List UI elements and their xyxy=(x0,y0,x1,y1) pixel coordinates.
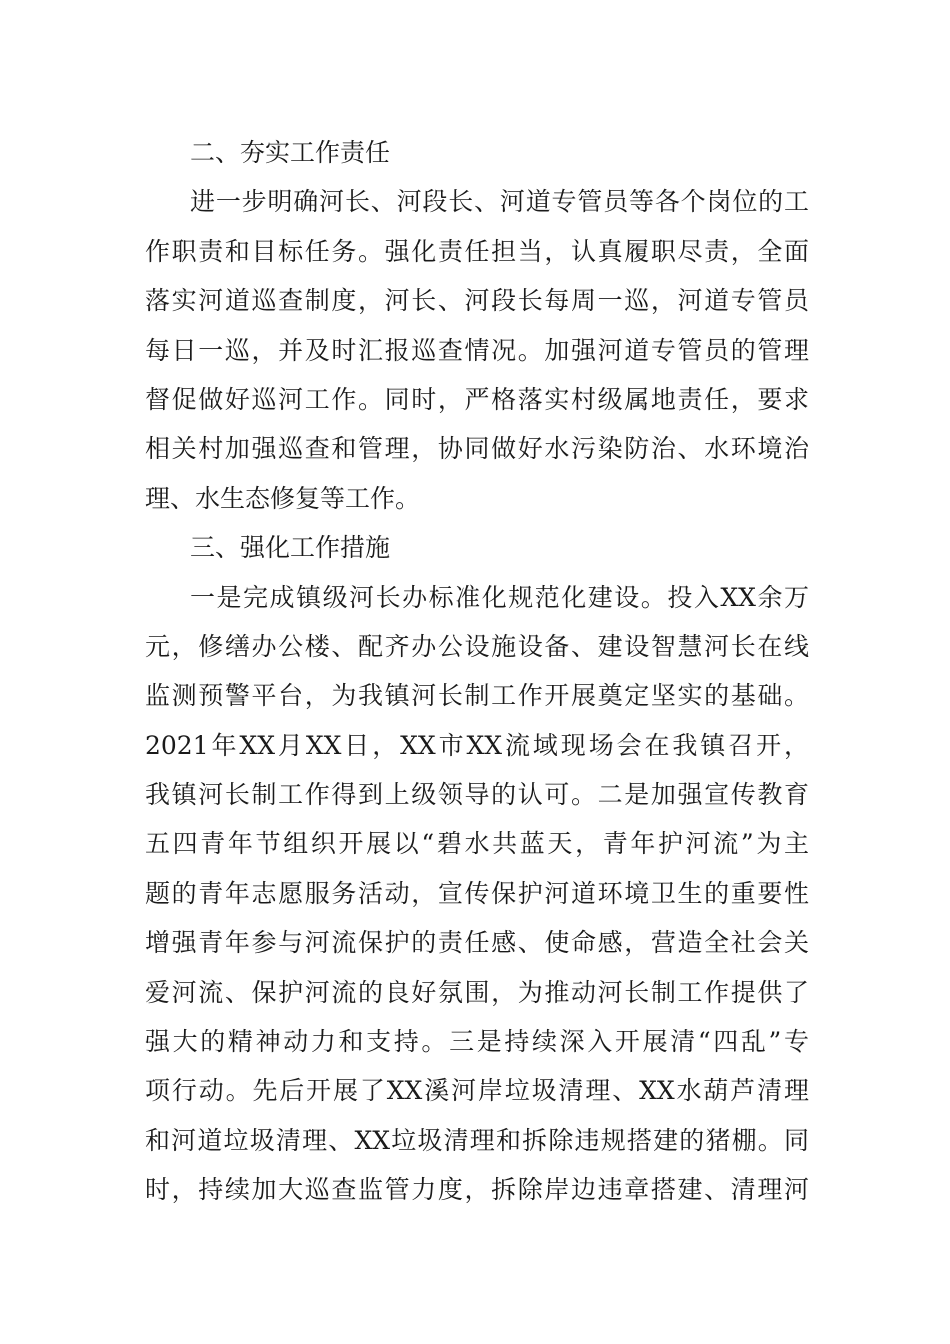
text-line: 和河道垃圾清理、XX垃圾清理和拆除违规搭建的猪棚。同 xyxy=(145,1125,809,1155)
text-line: 一是完成镇级河长办标准化规范化建设。投入XX余万 xyxy=(190,582,809,612)
text-line: 爱河流、保护河流的良好氛围，为推动河长制工作提供了 xyxy=(145,977,809,1007)
text-line: 元，修缮办公楼、配齐办公设施设备、建设智慧河长在线 xyxy=(145,631,809,661)
text-line: 三、强化工作措施 xyxy=(190,533,391,563)
text-line: 2021年XX月XX日，XX市XX流域现场会在我镇召开， xyxy=(145,730,809,760)
text-line: 强大的精神动力和支持。三是持续深入开展清“四乱”专 xyxy=(145,1027,809,1057)
text-line: 督促做好巡河工作。同时，严格落实村级属地责任，要求 xyxy=(145,384,809,414)
text-line: 理、水生态修复等工作。 xyxy=(145,483,421,513)
text-line: 作职责和目标任务。强化责任担当，认真履职尽责，全面 xyxy=(145,236,809,266)
text-line: 相关村加强巡查和管理，协同做好水污染防治、水环境治 xyxy=(145,434,809,464)
text-line: 增强青年参与河流保护的责任感、使命感，营造全社会关 xyxy=(145,928,809,958)
text-line: 时，持续加大巡查监管力度，拆除岸边违章搭建、清理河 xyxy=(145,1175,809,1205)
document-body xyxy=(145,128,809,1215)
text-line: 题的青年志愿服务活动，宣传保护河道环境卫生的重要性 xyxy=(145,878,809,908)
text-line: 落实河道巡查制度，河长、河段长每周一巡，河道专管员 xyxy=(145,286,809,316)
text-line: 二、夯实工作责任 xyxy=(190,138,391,167)
text-line: 我镇河长制工作得到上级领导的认可。二是加强宣传教育 xyxy=(145,780,809,810)
text-line: 五四青年节组织开展以“碧水共蓝天，青年护河流”为主 xyxy=(145,829,809,859)
text-line: 进一步明确河长、河段长、河道专管员等各个岗位的工 xyxy=(190,187,809,217)
text-line: 监测预警平台，为我镇河长制工作开展奠定坚实的基础。 xyxy=(145,681,809,711)
text-line: 每日一巡，并及时汇报巡查情况。加强河道专管员的管理 xyxy=(145,335,809,365)
text-line: 项行动。先后开展了XX溪河岸垃圾清理、XX水葫芦清理 xyxy=(145,1076,809,1106)
